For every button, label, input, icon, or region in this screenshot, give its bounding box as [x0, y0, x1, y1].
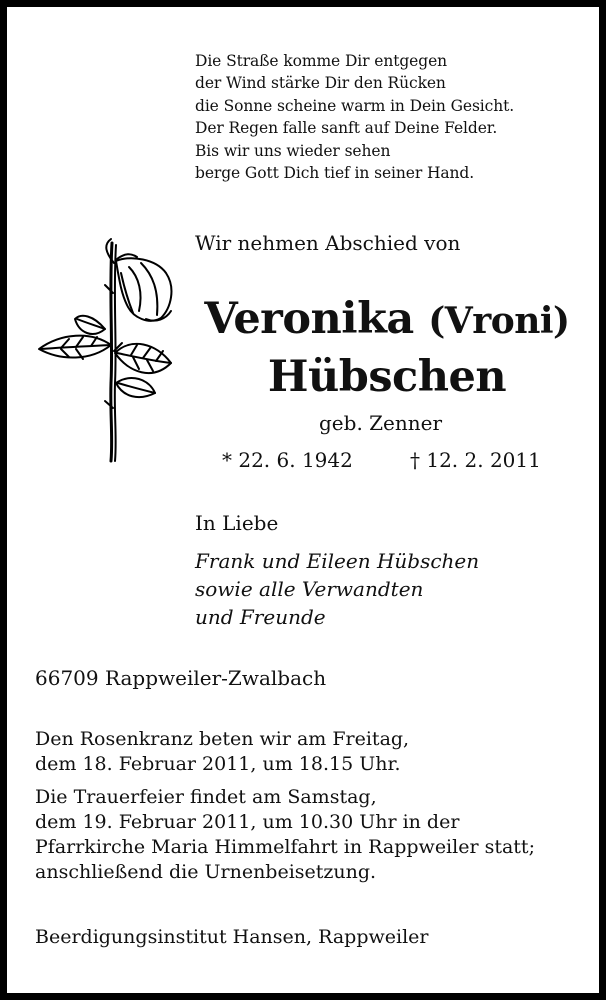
poem-line: berge Gott Dich tief in seiner Hand. — [195, 164, 475, 183]
nickname: (Vroni) — [428, 300, 570, 342]
birth-date: * 22. 6. 1942 — [222, 448, 353, 472]
poem-line: Die Straße komme Dir entgegen — [195, 52, 448, 70]
first-name: Veronika — [204, 294, 414, 344]
poem-line: der Wind stärke Dir den Rücken — [195, 74, 446, 93]
poem — [195, 50, 514, 184]
first-name-line — [177, 291, 597, 349]
funeral-line: anschließend die Urnenbeisetzung. — [35, 861, 377, 883]
death-date: † 12. 2. 2011 — [410, 448, 541, 472]
address: 66709 Rappweiler-Zwalbach — [35, 666, 327, 690]
rose-icon — [21, 233, 181, 463]
mourner-line: Frank und Eileen Hübschen — [195, 549, 480, 573]
rosary-line: dem 18. Februar 2011, um 18.15 Uhr. — [35, 753, 401, 775]
intro-text: Wir nehmen Abschied von — [195, 231, 461, 255]
funeral-line: Die Trauerfeier findet am Samstag, — [35, 786, 377, 808]
deceased-name — [177, 291, 597, 405]
poem-line: die Sonne scheine warm in Dein Gesicht. — [195, 96, 515, 115]
poem-line: Der Regen falle sanft auf Deine Felder. — [195, 119, 498, 138]
birth-name: geb. Zenner — [319, 411, 443, 435]
funeral-info — [35, 785, 535, 885]
closing-text: In Liebe — [195, 511, 279, 535]
mourner-line: und Freunde — [195, 605, 326, 629]
funeral-line: dem 19. Februar 2011, um 10.30 Uhr in der — [35, 811, 460, 833]
rosary-line: Den Rosenkranz beten wir am Freitag, — [35, 728, 410, 750]
mourner-line: sowie alle Verwandten — [195, 577, 424, 601]
undertaker: Beerdigungsinstitut Hansen, Rappweiler — [35, 926, 429, 948]
last-name: Hübschen — [267, 352, 507, 402]
rosary-info — [35, 727, 409, 777]
mourners — [195, 547, 479, 631]
poem-line: Bis wir uns wieder sehen — [195, 141, 391, 160]
funeral-line: Pfarrkirche Maria Himmelfahrt in Rappweiler statt; — [35, 836, 535, 858]
